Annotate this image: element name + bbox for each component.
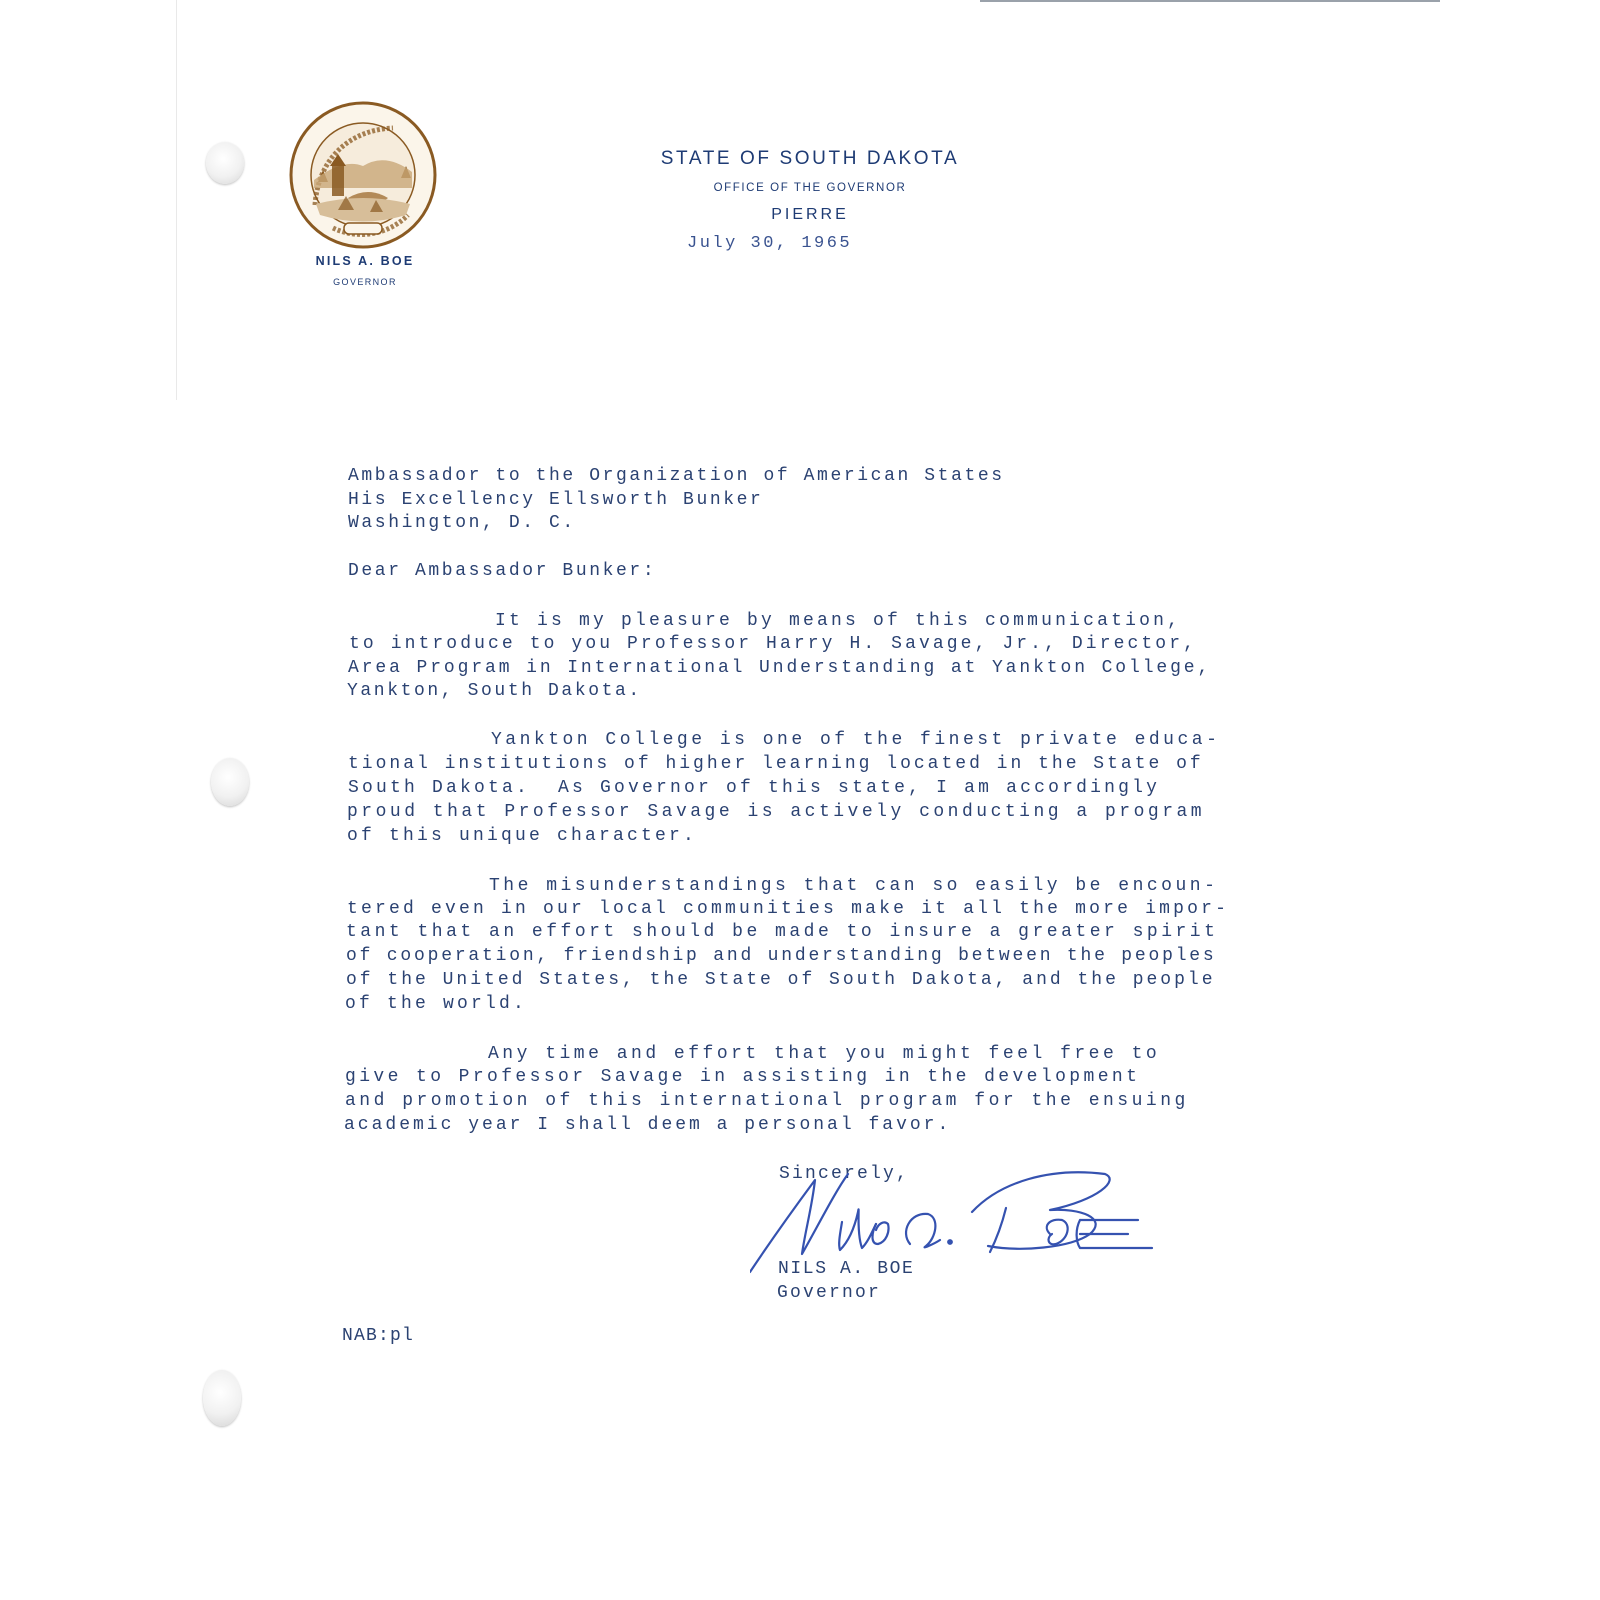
salutation: Dear Ambassador Bunker: xyxy=(348,561,657,581)
punch-hole-top xyxy=(206,142,244,184)
paper-edge-top xyxy=(980,0,1440,2)
body-line: Yankton, South Dakota. xyxy=(347,681,642,701)
body-line: of the world. xyxy=(345,994,528,1014)
body-line: academic year I shall deem a personal favor. xyxy=(344,1115,952,1135)
letter-date: July 30, 1965 xyxy=(687,234,853,253)
body-line: Area Program in International Understanding at Yankton College, xyxy=(348,658,1212,678)
recipient-line: His Excellency Ellsworth Bunker xyxy=(348,490,764,510)
letterhead-city: PIERRE xyxy=(771,206,849,223)
signatory-name: NILS A. BOE xyxy=(778,1259,915,1279)
body-line: proud that Professor Savage is actively conducting a program xyxy=(347,802,1206,822)
body-line: It is my pleasure by means of this communication, xyxy=(495,611,1182,631)
signatory-title: Governor xyxy=(777,1283,882,1303)
body-line: of cooperation, friendship and understanding between the peoples xyxy=(346,946,1217,966)
body-line: Any time and effort that you might feel free to xyxy=(488,1044,1161,1064)
punch-hole-bottom xyxy=(203,1370,241,1426)
reference-initials: NAB:pl xyxy=(342,1326,415,1346)
governor-name: NILS A. BOE xyxy=(315,254,415,268)
body-line: to introduce to you Professor Harry H. Savage, Jr., Director, xyxy=(349,634,1198,654)
letterhead-state: STATE OF SOUTH DAKOTA xyxy=(660,148,960,169)
body-line: The misunderstandings that can so easily be encoun- xyxy=(489,876,1219,896)
body-line: give to Professor Savage in assisting in the development xyxy=(345,1067,1141,1087)
recipient-line: Washington, D. C. xyxy=(348,513,576,533)
letterhead-office: OFFICE OF THE GOVERNOR xyxy=(713,182,907,194)
recipient-line: Ambassador to the Organization of American States xyxy=(348,466,1005,486)
body-line: South Dakota. As Governor of this state, I am accordingly xyxy=(348,778,1161,798)
body-line: Yankton College is one of the finest private educa- xyxy=(491,730,1221,750)
body-line: tered even in our local communities make it all the more impor- xyxy=(347,899,1230,919)
body-line: and promotion of this international program for the ensuing xyxy=(345,1091,1189,1111)
closing-complimentary: Sincerely, xyxy=(779,1164,910,1184)
paper-edge-left xyxy=(176,0,177,400)
state-seal xyxy=(288,100,438,250)
body-line: tant that an effort should be made to insure a greater spirit xyxy=(346,922,1219,942)
punch-hole-middle xyxy=(211,758,249,806)
body-line: of this unique character. xyxy=(347,826,698,846)
body-line: of the United States, the State of South Dakota, and the people xyxy=(346,970,1216,990)
governor-title: GOVERNOR xyxy=(333,277,397,287)
body-line: tional institutions of higher learning located in the State of xyxy=(348,754,1204,774)
